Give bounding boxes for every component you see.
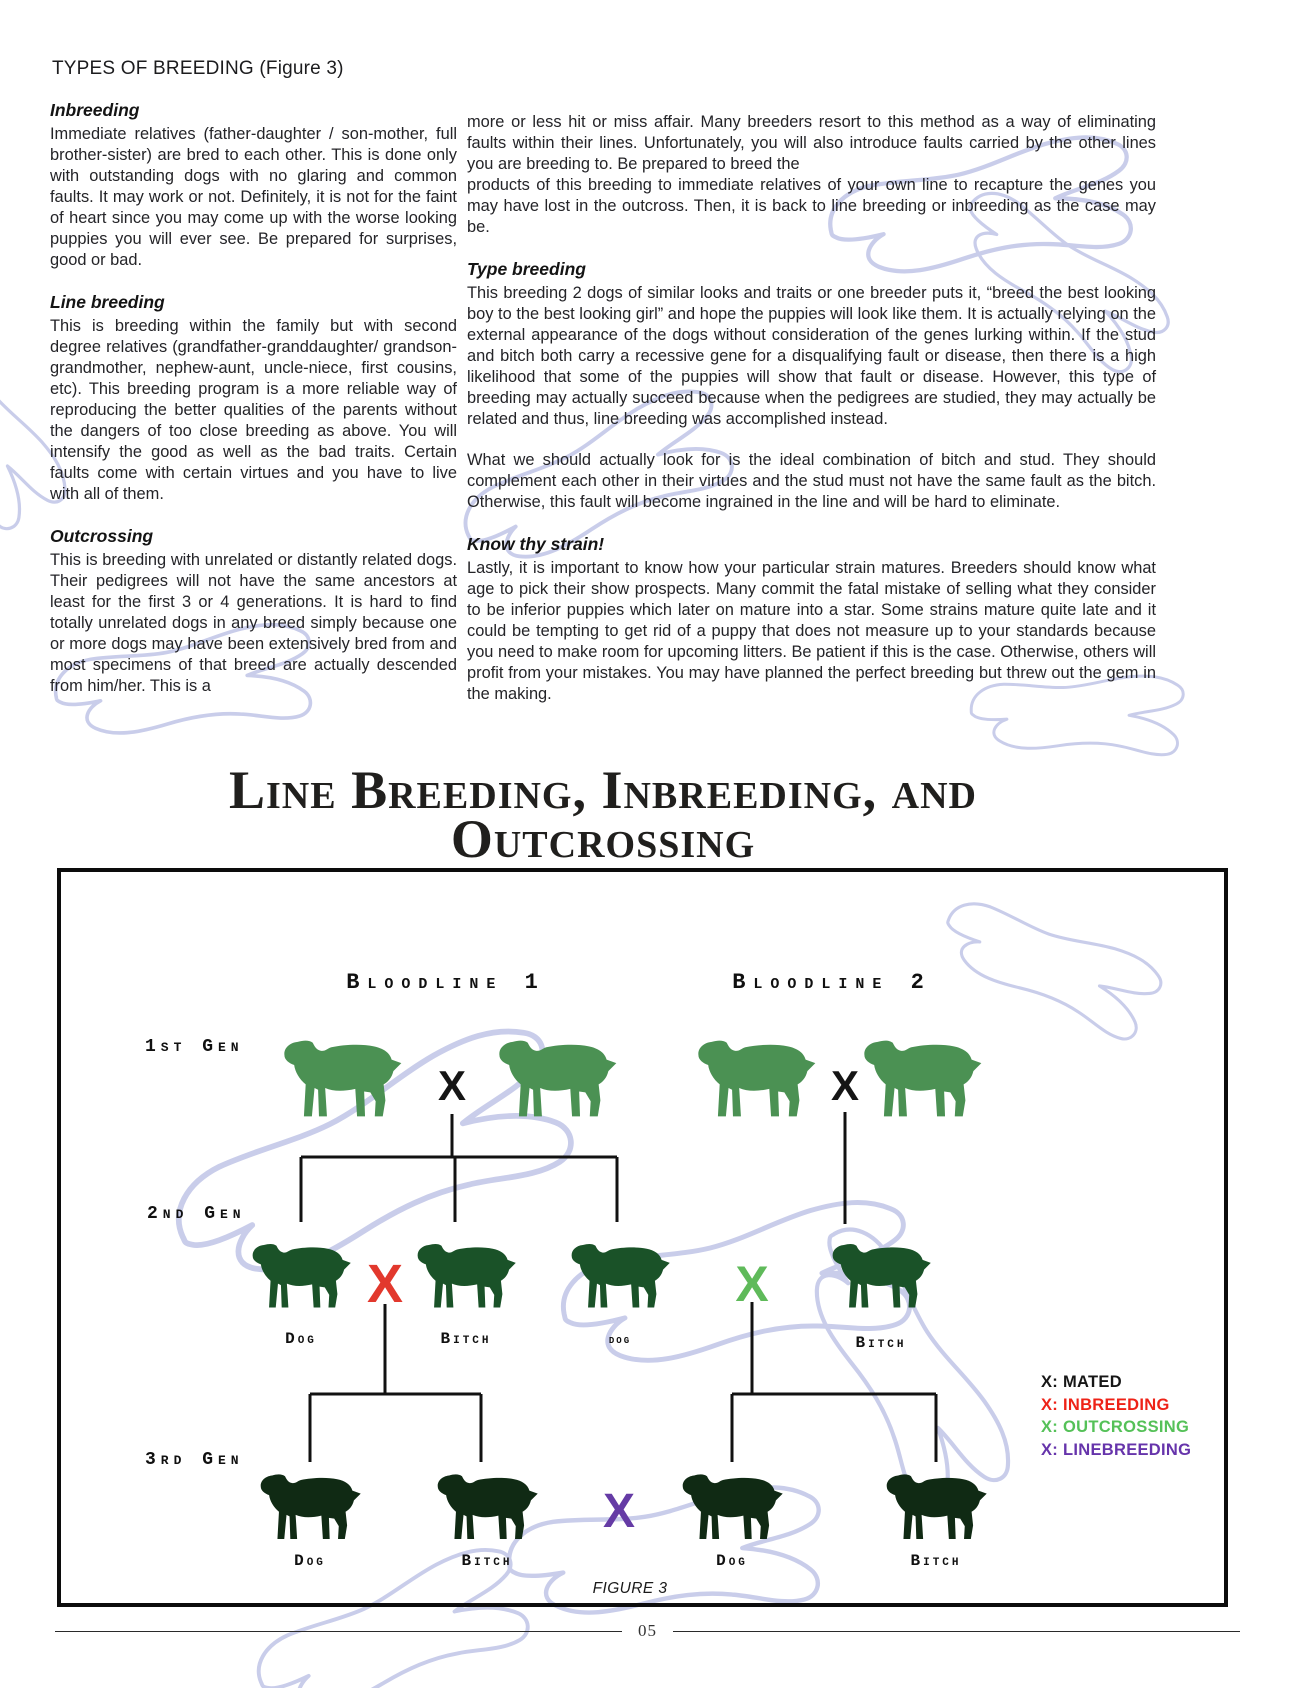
figure-title-line2: Outcrossing <box>450 809 756 869</box>
page-title: TYPES OF BREEDING (Figure 3) <box>52 58 344 79</box>
inbreeding-x-icon: X <box>366 1254 404 1314</box>
x-legend <box>1041 1371 1191 1461</box>
gen-3-label: 3rd Gen <box>145 1450 244 1470</box>
gen3-bitch1-silhouette <box>434 1467 540 1549</box>
gen3-dog1-silhouette <box>257 1467 363 1549</box>
gen2-bitch2-silhouette <box>829 1230 933 1324</box>
mated-x-icon-bloodline1: X <box>437 1062 467 1109</box>
section-body-line-breeding: This is breeding within the family but with second degree relatives (grandfather-granddaughter/ grandson-grandmother, nephew-aunt, uncle-niece, first cousins, etc). This breeding program is a more reliable way of reproducing the better qualities of the parents without the dangers of too close breeding as above. You will intensify the good as well as the bad traits. Certain faults come with certain virtues and you have to live with all of them. <box>50 317 457 503</box>
gen3-bitch2-label: Bitch <box>910 1552 962 1570</box>
figure-caption: FIGURE 3 <box>592 1580 668 1597</box>
mated-x-icon-bloodline2: X <box>830 1062 860 1109</box>
continued-paragraph-2: products of this breeding to immediate relatives of your own line to recapture the genes you may have lost in the outcross. Then, it is back to line breeding or inbreeding as the case may be. <box>467 176 1156 236</box>
legend-inbreeding: X: INBREEDING <box>1041 1395 1170 1414</box>
gen1-bloodline1-sire-silhouette <box>280 1035 404 1125</box>
legend-outcrossing: X: OUTCROSSING <box>1041 1418 1190 1436</box>
gen3-dog1-label: Dog <box>294 1552 326 1570</box>
gen2-dog2-silhouette <box>568 1230 672 1324</box>
left-column <box>50 100 457 697</box>
section-heading-type-breeding: Type breeding <box>467 259 586 279</box>
continued-paragraph-1: more or less hit or miss affair. Many breeders resort to this method as a way of eliminating faults within their lines. Unfortunately, you will also introduce faults carried by the other lines you are breeding to. Be prepared to breed the <box>467 113 1156 173</box>
legend-linebreeding: X: LINEBREEDING <box>1041 1440 1192 1459</box>
linebreeding-x-icon: X <box>602 1485 636 1538</box>
page-number: 05 <box>638 1621 657 1640</box>
gen1-bloodline1-dam-silhouette <box>495 1035 619 1125</box>
gen2-dog1-label: Dog <box>285 1330 317 1348</box>
section-body-inbreeding: Immediate relatives (father-daughter / son-mother, full brother-sister) are bred to each other. This is done only with outstanding dogs with no glaring and common faults. It may work or not. Definitely, it is not for the faint of heart since you may come up with the worse looking puppies you will ever see. Be prepared for surprises, good or bad. <box>50 125 457 269</box>
figure-title-line1: Line Breeding, Inbreeding, and <box>229 760 977 820</box>
gen2-dog1-silhouette <box>249 1230 353 1324</box>
section-body-outcrossing: This is breeding with unrelated or distantly related dogs. Their pedigrees will not have the same ancestors at least for the first 3 or 4 generations. It is hard to find totally unrelated dogs in any breed simply because one or more dogs may have been extensively bred from and most specimens of that breed are actually descended from him/her. This is a <box>50 551 457 695</box>
bloodline-2-header: Bloodline 2 <box>732 970 932 995</box>
section-body-type-breeding: This breeding 2 dogs of similar looks and traits or one breeder puts it, “breed the best looking boy to the best looking girl” and hope the puppies will look like them. It is actually relying on the external appearance of the dogs without consideration of the genes lurking within. If the stud and bitch both carry a recessive gene for a disqualifying fault or disease, then there is a high likelihood that some of the puppies will show that fault or disease. However, this type of breeding may actually succeed because when the pedigrees are studied, they may actually be related and thus, line breeding was accomplished instead. <box>467 284 1156 428</box>
figure-title <box>50 760 1156 869</box>
gen1-bloodline2-dam-silhouette <box>860 1035 984 1125</box>
figure-3-diagram <box>57 868 1228 1607</box>
gen2-dog2-label: dog <box>608 1332 632 1347</box>
gen3-bitch1-label: Bitch <box>461 1552 513 1570</box>
footer-rule-left <box>55 1631 622 1632</box>
gen2-bitch1-silhouette <box>414 1230 518 1324</box>
right-column <box>467 112 1156 705</box>
section-heading-outcrossing: Outcrossing <box>50 526 154 546</box>
section-heading-inbreeding: Inbreeding <box>50 100 140 120</box>
gen2-bitch1-label: Bitch <box>440 1330 492 1348</box>
gen3-bitch2-silhouette <box>883 1467 989 1549</box>
legend-mated: X: MATED <box>1041 1373 1122 1391</box>
section-heading-line-breeding: Line breeding <box>50 292 165 312</box>
footer-rule-right <box>673 1631 1240 1632</box>
section-body-know-thy-strain: Lastly, it is important to know how your particular strain matures. Breeders should know what age to pick their show prospects. Many commit the fatal mistake of selling what they consider to be inferior puppies which later on mature into a star. Some strains mature quite late and it could be tempting to get rid of a puppy that does not measure up to your standards because you need to make room for upcoming litters. Be patient if this is the case. Otherwise, others will profit from your mistakes. You may have planned the perfect breeding but threw out the gem in the making. <box>467 559 1156 703</box>
page-footer <box>55 1621 1240 1641</box>
bloodline-1-header: Bloodline 1 <box>346 970 546 995</box>
gen3-dog2-label: Dog <box>716 1552 748 1570</box>
gen3-dog2-silhouette <box>679 1467 785 1549</box>
section-heading-know-thy-strain: Know thy strain! <box>467 534 605 554</box>
paragraph-ideal-combination: What we should actually look for is the ideal combination of bitch and stud. They should complement each other in their virtues and the stud must not have the same fault as the bitch. Otherwise, this fault will become ingrained in the line and will be hard to eliminate. <box>467 451 1156 511</box>
gen-1-label: 1st Gen <box>145 1037 244 1057</box>
outcrossing-x-icon: X <box>735 1256 769 1312</box>
gen1-bloodline2-sire-silhouette <box>694 1035 818 1125</box>
gen-2-label: 2nd Gen <box>147 1204 246 1224</box>
gen2-bitch2-label: Bitch <box>855 1334 907 1352</box>
